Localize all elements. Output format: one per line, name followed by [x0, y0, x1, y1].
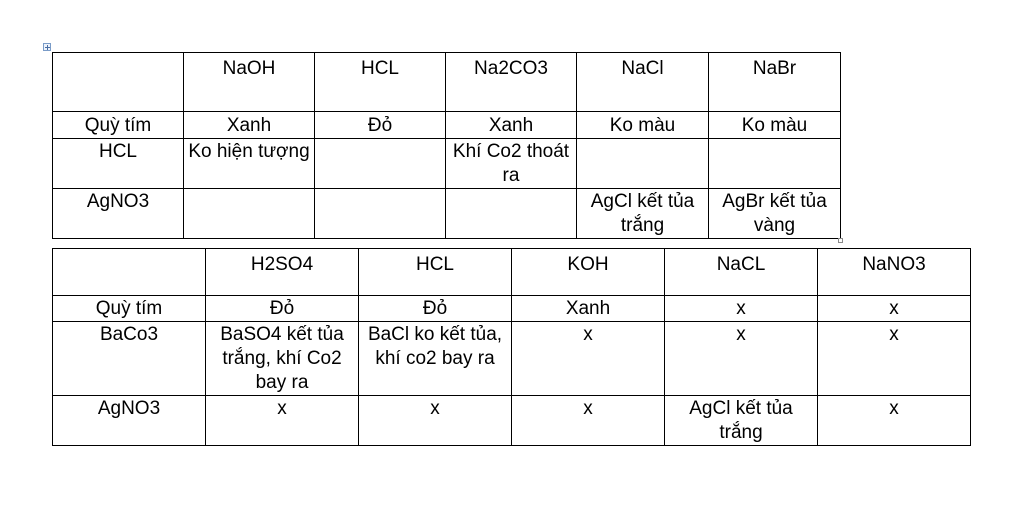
table-cell [315, 139, 446, 189]
table-cell: AgCl kết tủa trắng [665, 396, 818, 446]
table-cell: Ko màu [577, 112, 709, 139]
table-cell: x [512, 322, 665, 396]
header-cell-hcl: HCL [359, 249, 512, 296]
table-cell: Ko hiện tượng [184, 139, 315, 189]
table-cell: Khí Co2 thoát ra [446, 139, 577, 189]
table-cell: Đỏ [359, 296, 512, 322]
header-cell-nacl: NaCL [665, 249, 818, 296]
reaction-table-1 [52, 52, 841, 239]
row-label-cell: Quỳ tím [53, 296, 206, 322]
table-cell [446, 189, 577, 239]
table-row-quy-tim [53, 112, 841, 139]
row-label-cell: AgNO3 [53, 189, 184, 239]
table-row-agno3 [53, 396, 971, 446]
table-cell: x [359, 396, 512, 446]
table-resize-handle-icon[interactable] [838, 238, 843, 243]
table-cell: Đỏ [315, 112, 446, 139]
table-cell: x [206, 396, 359, 446]
header-cell-nacl: NaCl [577, 53, 709, 112]
table-move-handle-icon[interactable] [43, 43, 51, 51]
header-cell-hcl: HCL [315, 53, 446, 112]
table-cell: BaCl ko kết tủa, khí co2 bay ra [359, 322, 512, 396]
table-cell: Xanh [446, 112, 577, 139]
header-cell-h2so4: H2SO4 [206, 249, 359, 296]
table-row-agno3 [53, 189, 841, 239]
row-label-cell: Quỳ tím [53, 112, 184, 139]
table-header-row [53, 53, 841, 112]
table-row-baco3 [53, 322, 971, 396]
header-cell-na2co3: Na2CO3 [446, 53, 577, 112]
row-label-cell: AgNO3 [53, 396, 206, 446]
table-cell: x [818, 322, 971, 396]
table-cell: x [818, 396, 971, 446]
table-cell [184, 189, 315, 239]
table-cell: AgBr kết tủa vàng [709, 189, 841, 239]
row-label-cell: HCL [53, 139, 184, 189]
table-cell [577, 139, 709, 189]
table-cell: Ko màu [709, 112, 841, 139]
header-cell-corner [53, 249, 206, 296]
table-cell: BaSO4 kết tủa trắng, khí Co2 bay ra [206, 322, 359, 396]
table-row-hcl [53, 139, 841, 189]
table-cell: x [512, 396, 665, 446]
table-cell: x [818, 296, 971, 322]
table-cell: x [665, 322, 818, 396]
header-cell-naoh: NaOH [184, 53, 315, 112]
table-cell [315, 189, 446, 239]
table-cell: Đỏ [206, 296, 359, 322]
table-cell [709, 139, 841, 189]
header-cell-corner [53, 53, 184, 112]
table-row-quy-tim [53, 296, 971, 322]
header-cell-nano3: NaNO3 [818, 249, 971, 296]
table-cell: Xanh [512, 296, 665, 322]
reaction-table-2 [52, 248, 971, 446]
row-label-cell: BaCo3 [53, 322, 206, 396]
table-header-row [53, 249, 971, 296]
header-cell-nabr: NaBr [709, 53, 841, 112]
table-cell: Xanh [184, 112, 315, 139]
header-cell-koh: KOH [512, 249, 665, 296]
table-cell: AgCl kết tủa trắng [577, 189, 709, 239]
table-cell: x [665, 296, 818, 322]
